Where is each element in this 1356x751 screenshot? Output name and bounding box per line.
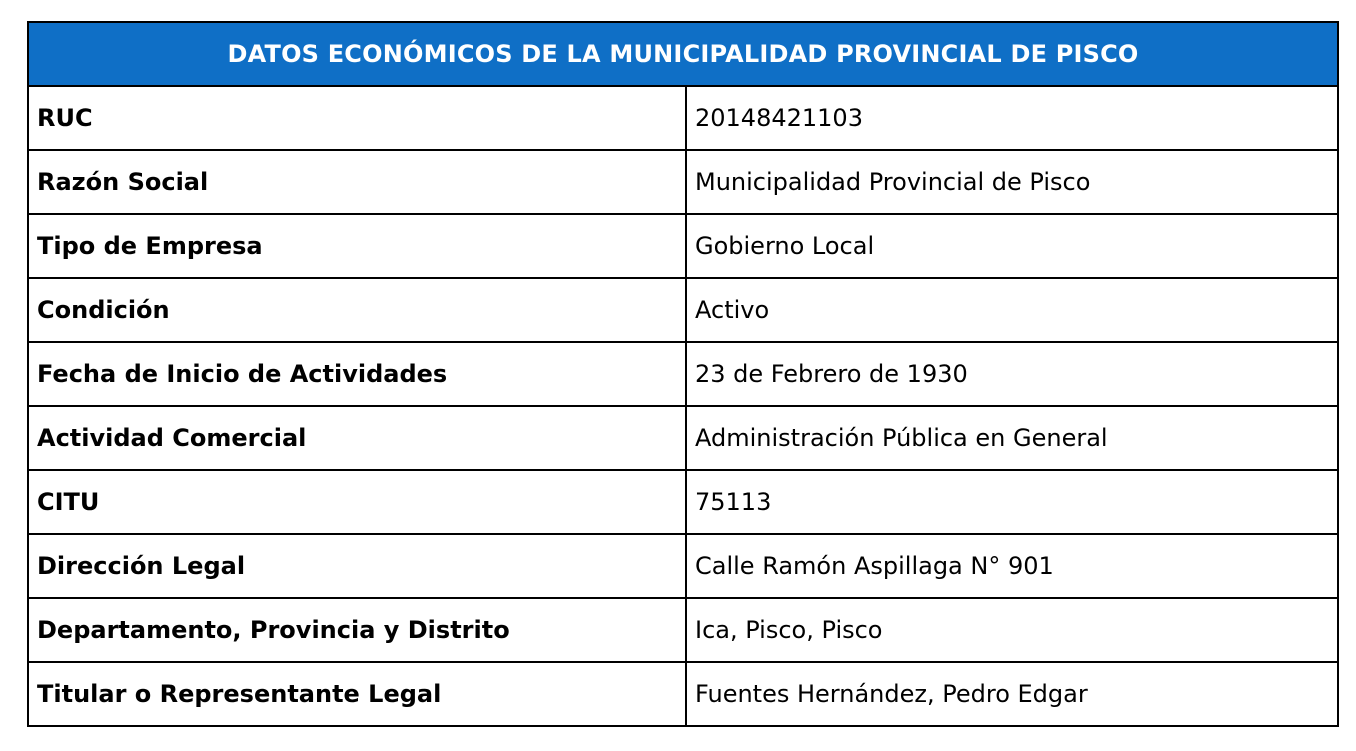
table-row	[28, 150, 1338, 214]
table-row	[28, 662, 1338, 726]
row-value-fecha-inicio: 23 de Febrero de 1930	[686, 342, 1338, 406]
table-row	[28, 86, 1338, 150]
row-label-tipo-empresa: Tipo de Empresa	[28, 214, 686, 278]
row-value-direccion-legal: Calle Ramón Aspillaga N° 901	[686, 534, 1338, 598]
row-value-citu: 75113	[686, 470, 1338, 534]
row-value-tipo-empresa: Gobierno Local	[686, 214, 1338, 278]
table-header-row	[28, 22, 1338, 86]
row-label-ubicacion: Departamento, Provincia y Distrito	[28, 598, 686, 662]
row-label-titular: Titular o Representante Legal	[28, 662, 686, 726]
row-value-actividad-comercial: Administración Pública en General	[686, 406, 1338, 470]
table-row	[28, 470, 1338, 534]
row-value-condicion: Activo	[686, 278, 1338, 342]
row-label-ruc: RUC	[28, 86, 686, 150]
table-row	[28, 406, 1338, 470]
economic-data-table	[27, 21, 1339, 727]
table-row	[28, 278, 1338, 342]
row-value-ubicacion: Ica, Pisco, Pisco	[686, 598, 1338, 662]
row-value-titular: Fuentes Hernández, Pedro Edgar	[686, 662, 1338, 726]
row-value-ruc: 20148421103	[686, 86, 1338, 150]
row-label-citu: CITU	[28, 470, 686, 534]
table-row	[28, 214, 1338, 278]
table-row	[28, 534, 1338, 598]
table-row	[28, 342, 1338, 406]
row-label-condicion: Condición	[28, 278, 686, 342]
row-label-fecha-inicio: Fecha de Inicio de Actividades	[28, 342, 686, 406]
table-title: DATOS ECONÓMICOS DE LA MUNICIPALIDAD PROVINCIAL DE PISCO	[28, 22, 1338, 86]
row-label-actividad-comercial: Actividad Comercial	[28, 406, 686, 470]
row-label-direccion-legal: Dirección Legal	[28, 534, 686, 598]
row-label-razon-social: Razón Social	[28, 150, 686, 214]
table-row	[28, 598, 1338, 662]
row-value-razon-social: Municipalidad Provincial de Pisco	[686, 150, 1338, 214]
